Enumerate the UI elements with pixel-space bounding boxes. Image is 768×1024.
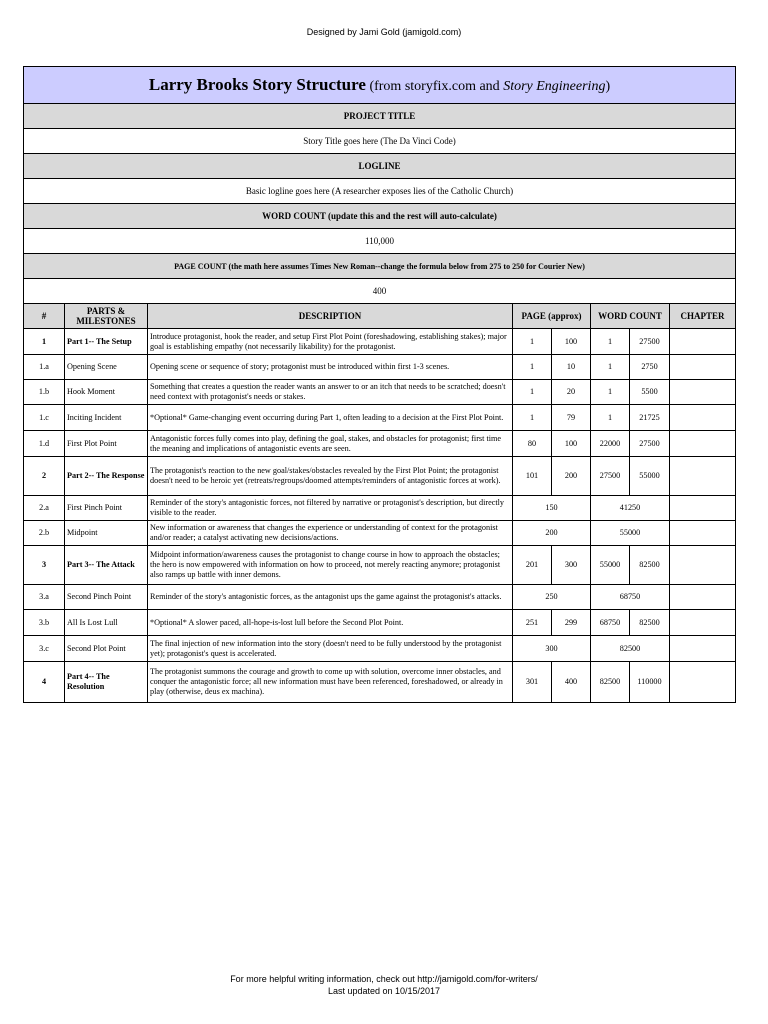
milestone-page-start[interactable]: 80 [513, 431, 552, 457]
milestone-number: 4 [24, 662, 65, 703]
col-header-chapter: CHAPTER [670, 304, 736, 329]
milestone-page[interactable]: 300 [513, 636, 591, 662]
milestone-name: Second Plot Point [65, 636, 148, 662]
milestone-name: Inciting Incident [65, 405, 148, 431]
milestone-row [24, 457, 736, 496]
milestone-page-start[interactable]: 1 [513, 329, 552, 355]
milestone-description: Something that creates a question the reader wants an answer to or an itch that needs to be scratched; doesn't need context with protagonist's needs or stakes. [148, 380, 513, 405]
milestone-row [24, 546, 736, 585]
milestone-row [24, 496, 736, 521]
milestone-description: Reminder of the story's antagonistic forces, not filtered by narrative or protagonist's description, but directly visible to the reader. [148, 496, 513, 521]
milestone-page[interactable]: 250 [513, 585, 591, 610]
milestone-number: 2.a [24, 496, 65, 521]
milestone-word-end[interactable]: 82500 [630, 610, 670, 636]
milestone-word-end[interactable]: 27500 [630, 329, 670, 355]
footer-updated: Last updated on 10/15/2017 [327, 986, 441, 996]
milestone-number: 1.b [24, 380, 65, 405]
milestone-page-start[interactable]: 251 [513, 610, 552, 636]
milestone-number: 3 [24, 546, 65, 585]
milestone-chapter[interactable] [670, 380, 736, 405]
milestone-row [24, 329, 736, 355]
milestone-page[interactable]: 150 [513, 496, 591, 521]
milestone-rows [24, 329, 736, 703]
milestone-row [24, 610, 736, 636]
milestone-chapter[interactable] [670, 405, 736, 431]
milestone-description: Opening scene or sequence of story; protagonist must be introduced within first 1-3 scenes. [148, 355, 513, 380]
milestone-page-start[interactable]: 1 [513, 355, 552, 380]
col-header-num: # [24, 304, 65, 329]
milestone-word-start[interactable]: 1 [591, 329, 630, 355]
title-sub-suffix: ) [605, 79, 611, 94]
milestone-description: Reminder of the story's antagonistic forces, as the antagonist ups the game against the protagonist's attacks. [148, 585, 513, 610]
milestone-number: 1.a [24, 355, 65, 380]
milestone-description: Antagonistic forces fully comes into play, defining the goal, stakes, and obstacles for protagonist; first time the meaning and implications of antagonistic events are seen. [148, 431, 513, 457]
word-count-label: WORD COUNT (update this and the rest will auto-calculate) [24, 204, 736, 229]
milestone-chapter[interactable] [670, 355, 736, 380]
title-main: Larry Brooks Story Structure [148, 75, 366, 94]
title-row [24, 67, 736, 104]
milestone-row [24, 431, 736, 457]
story-structure-table [23, 66, 736, 703]
milestone-word-count[interactable]: 55000 [591, 521, 670, 546]
milestone-description: The protagonist summons the courage and growth to come up with solution, overcome inner obstacles, and conquer the antagonistic force; all new information must have been referenced, foreshadowed, or already in play (otherwise, deus ex machina). [148, 662, 513, 703]
milestone-page-start[interactable]: 201 [513, 546, 552, 585]
logline-label: LOGLINE [24, 154, 736, 179]
milestone-word-start[interactable]: 1 [591, 380, 630, 405]
milestone-word-start[interactable]: 1 [591, 405, 630, 431]
milestone-name: Opening Scene [65, 355, 148, 380]
milestone-name: First Pinch Point [65, 496, 148, 521]
milestone-number: 1 [24, 329, 65, 355]
milestone-word-end[interactable]: 110000 [630, 662, 670, 703]
milestone-page-start[interactable]: 301 [513, 662, 552, 703]
milestone-chapter[interactable] [670, 662, 736, 703]
page-count-value[interactable]: 400 [24, 279, 736, 304]
milestone-word-end[interactable]: 21725 [630, 405, 670, 431]
footer-link-text: For more helpful writing information, check out http://jamigold.com/for-writers/ [230, 974, 538, 984]
milestone-description: The protagonist's reaction to the new goal/stakes/obstacles revealed by the First Plot Point; the protagonist doesn't need to be heroic yet (retreats/regroups/doomed attempts/reminders of antagonistic forces at work). [148, 457, 513, 496]
milestone-name: Part 1-- The Setup [65, 329, 148, 355]
milestone-description: *Optional* Game-changing event occurring during Part 1, often leading to a decision at the First Plot Point. [148, 405, 513, 431]
milestone-number: 3.b [24, 610, 65, 636]
milestone-word-start[interactable]: 27500 [591, 457, 630, 496]
milestone-page-end[interactable]: 300 [552, 546, 591, 585]
milestone-name: Part 3-- The Attack [65, 546, 148, 585]
project-title-label: PROJECT TITLE [24, 104, 736, 129]
milestone-chapter[interactable] [670, 457, 736, 496]
milestone-word-start[interactable]: 68750 [591, 610, 630, 636]
milestone-number: 1.c [24, 405, 65, 431]
milestone-number: 1.d [24, 431, 65, 457]
milestone-chapter[interactable] [670, 546, 736, 585]
milestone-page-end[interactable]: 100 [552, 431, 591, 457]
milestone-chapter[interactable] [670, 521, 736, 546]
milestone-word-start[interactable]: 82500 [591, 662, 630, 703]
milestone-name: Part 4-- The Resolution [65, 662, 148, 703]
milestone-chapter[interactable] [670, 496, 736, 521]
milestone-row [24, 585, 736, 610]
milestone-name: First Plot Point [65, 431, 148, 457]
title-sub-prefix: (from storyfix.com and [365, 79, 504, 94]
title-sub [366, 79, 610, 94]
milestone-number: 2.b [24, 521, 65, 546]
milestone-word-count[interactable]: 68750 [591, 585, 670, 610]
milestone-page-end[interactable]: 100 [552, 329, 591, 355]
column-header-row [24, 304, 736, 329]
milestone-word-count[interactable]: 41250 [591, 496, 670, 521]
milestone-word-end[interactable]: 55000 [630, 457, 670, 496]
designer-credit: Designed by Jami Gold (jamigold.com) [306, 27, 462, 37]
milestone-page-end[interactable]: 200 [552, 457, 591, 496]
page-count-label: PAGE COUNT (the math here assumes Times New Roman--change the formula below from 275 to 250 for Courier New) [24, 254, 736, 279]
milestone-page-end[interactable]: 299 [552, 610, 591, 636]
milestone-chapter[interactable] [670, 610, 736, 636]
title-sub-book: Story Engineering [503, 79, 606, 94]
milestone-chapter[interactable] [670, 431, 736, 457]
milestone-row [24, 405, 736, 431]
milestone-number: 2 [24, 457, 65, 496]
col-header-parts: PARTS & MILESTONES [65, 304, 148, 329]
milestone-description: New information or awareness that changes the experience or understanding of context for the protagonist and/or reader; a catalyst activating new decisions/actions. [148, 521, 513, 546]
milestone-page-start[interactable]: 1 [513, 380, 552, 405]
milestone-word-end[interactable]: 2750 [630, 355, 670, 380]
milestone-page-start[interactable]: 101 [513, 457, 552, 496]
milestone-chapter[interactable] [670, 585, 736, 610]
milestone-word-start[interactable]: 1 [591, 355, 630, 380]
milestone-page-end[interactable]: 400 [552, 662, 591, 703]
milestone-description: *Optional* A slower paced, all-hope-is-lost lull before the Second Plot Point. [148, 610, 513, 636]
milestone-description: Midpoint information/awareness causes the protagonist to change course in how to approach the obstacles; the hero is now empowered with information on how to proceed, not merely reacting anymore; protagonist also ramps up battle with inner demons. [148, 546, 513, 585]
milestone-row [24, 380, 736, 405]
sheet-title [24, 67, 736, 104]
milestone-page-end[interactable]: 10 [552, 355, 591, 380]
milestone-name: Midpoint [65, 521, 148, 546]
footer [0, 973, 768, 997]
milestone-page-end[interactable]: 20 [552, 380, 591, 405]
milestone-name: All Is Lost Lull [65, 610, 148, 636]
milestone-chapter[interactable] [670, 636, 736, 662]
col-header-page: PAGE (approx) [513, 304, 591, 329]
col-header-description: DESCRIPTION [148, 304, 513, 329]
milestone-page-end[interactable]: 79 [552, 405, 591, 431]
milestone-name: Second Pinch Point [65, 585, 148, 610]
milestone-word-end[interactable]: 82500 [630, 546, 670, 585]
milestone-word-start[interactable]: 22000 [591, 431, 630, 457]
milestone-chapter[interactable] [670, 329, 736, 355]
milestone-page[interactable]: 200 [513, 521, 591, 546]
milestone-word-count[interactable]: 82500 [591, 636, 670, 662]
milestone-row [24, 355, 736, 380]
milestone-description: The final injection of new information into the story (doesn't need to be fully understood by the protagonist yet); protagonist's quest is accelerated. [148, 636, 513, 662]
milestone-word-end[interactable]: 5500 [630, 380, 670, 405]
milestone-row [24, 662, 736, 703]
milestone-number: 3.a [24, 585, 65, 610]
milestone-row [24, 636, 736, 662]
logline-value[interactable]: Basic logline goes here (A researcher exposes lies of the Catholic Church) [24, 179, 736, 204]
milestone-name: Part 2-- The Response [65, 457, 148, 496]
milestone-row [24, 521, 736, 546]
milestone-word-end[interactable]: 27500 [630, 431, 670, 457]
milestone-word-start[interactable]: 55000 [591, 546, 630, 585]
milestone-number: 3.c [24, 636, 65, 662]
word-count-value[interactable]: 110,000 [24, 229, 736, 254]
milestone-description: Introduce protagonist, hook the reader, and setup First Plot Point (foreshadowing, establishing stakes); major goal is establishing empathy (not necessarily likability) for the protagonist. [148, 329, 513, 355]
project-title-value[interactable]: Story Title goes here (The Da Vinci Code) [24, 129, 736, 154]
col-header-word-count: WORD COUNT [591, 304, 670, 329]
milestone-name: Hook Moment [65, 380, 148, 405]
milestone-page-start[interactable]: 1 [513, 405, 552, 431]
